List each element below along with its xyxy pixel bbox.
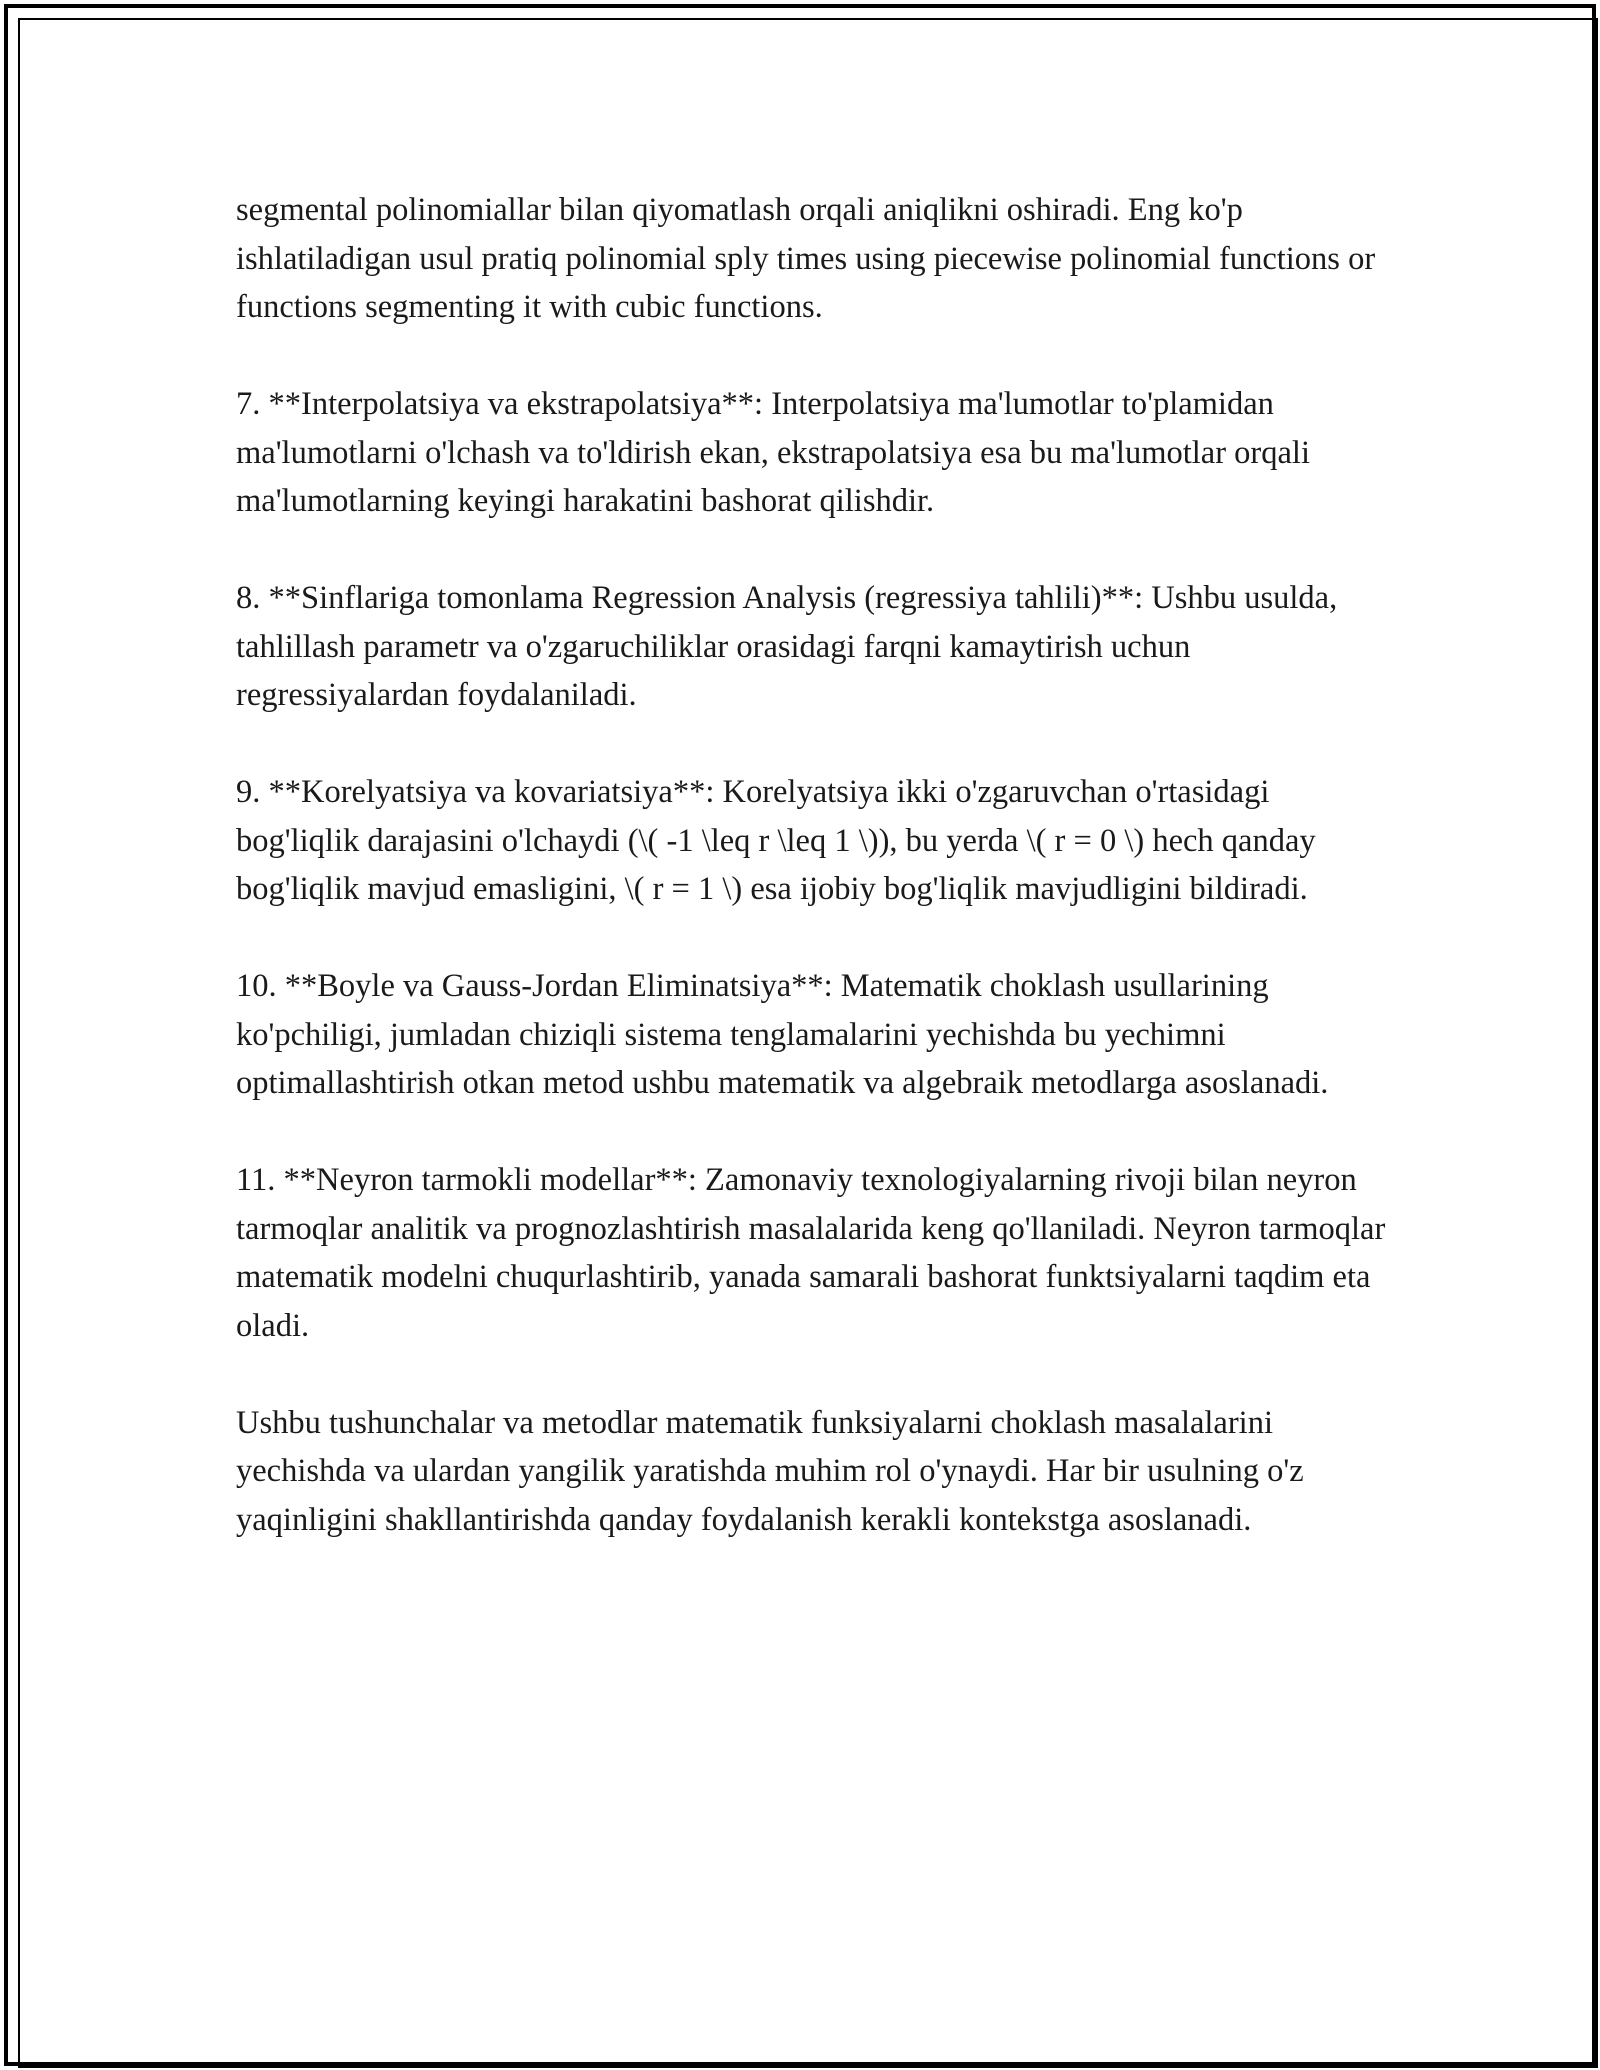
paragraph-item-7-interpolation: 7. **Interpolatsiya va ekstrapolatsiya**: Interpolatsiya ma'lumotlar to'plamidan ma'lumotlarni o'lchash va to'ldirish ekan, ekstrapolatsiya esa bu ma'lumotlar orqali ma'lumotlarning keyingi harakatini bashorat qilishdir. bbox=[236, 386, 1310, 519]
paragraph-item-10-gauss-jordan: 10. **Boyle va Gauss-Jordan Eliminatsiya**: Matematik choklash usullarining ko'pchiligi, jumladan chiziqli sistema tenglamalarini yechishda bu yechimni optimallashtirish otkan metod ushbu matematik va algebraik metodlarga asoslanadi. bbox=[236, 968, 1329, 1101]
paragraph-item-9-correlation: 9. **Korelyatsiya va kovariatsiya**: Korelyatsiya ikki o'zgaruvchan o'rtasidagi bog'liqlik darajasini o'lchaydi (\( -1 \leq r \leq 1 \)), bu yerda \( r = 0 \) hech qanday bog'liqlik mavjud emasligini, \( r = 1 \) esa ijobiy bog'liqlik mavjudligini bildiradi. bbox=[236, 774, 1316, 907]
document-body bbox=[236, 186, 1396, 1544]
paragraph-spline-continuation: segmental polinomiallar bilan qiyomatlash orqali aniqlikni oshiradi. Eng ko'p ishlatiladigan usul pratiq polinomial sply times using piecewise polinomial functions or functions segmenting it with cubic functions. bbox=[236, 192, 1376, 325]
paragraph-item-8-regression: 8. **Sinflariga tomonlama Regression Analysis (regressiya tahlili)**: Ushbu usulda, tahlillash parametr va o'zgaruchiliklar orasidagi farqni kamaytirish uchun regressiyalardan foydalaniladi. bbox=[236, 580, 1338, 713]
paragraph-item-11-neural-networks: 11. **Neyron tarmokli modellar**: Zamonaviy texnologiyalarning rivoji bilan neyron tarmoqlar analitik va prognozlashtirish masalalarida keng qo'llaniladi. Neyron tarmoqlar matematik modelni chuqurlashtirib, yanada samarali bashorat funktsiyalarni taqdim eta oladi. bbox=[236, 1162, 1386, 1344]
paragraph-conclusion: Ushbu tushunchalar va metodlar matematik funksiyalarni choklash masalalarini yechishda va ulardan yangilik yaratishda muhim rol o'ynaydi. Har bir usulning o'z yaqinligini shakllantirishda qanday foydalanish kerakli kontekstga asoslanadi. bbox=[236, 1404, 1304, 1538]
